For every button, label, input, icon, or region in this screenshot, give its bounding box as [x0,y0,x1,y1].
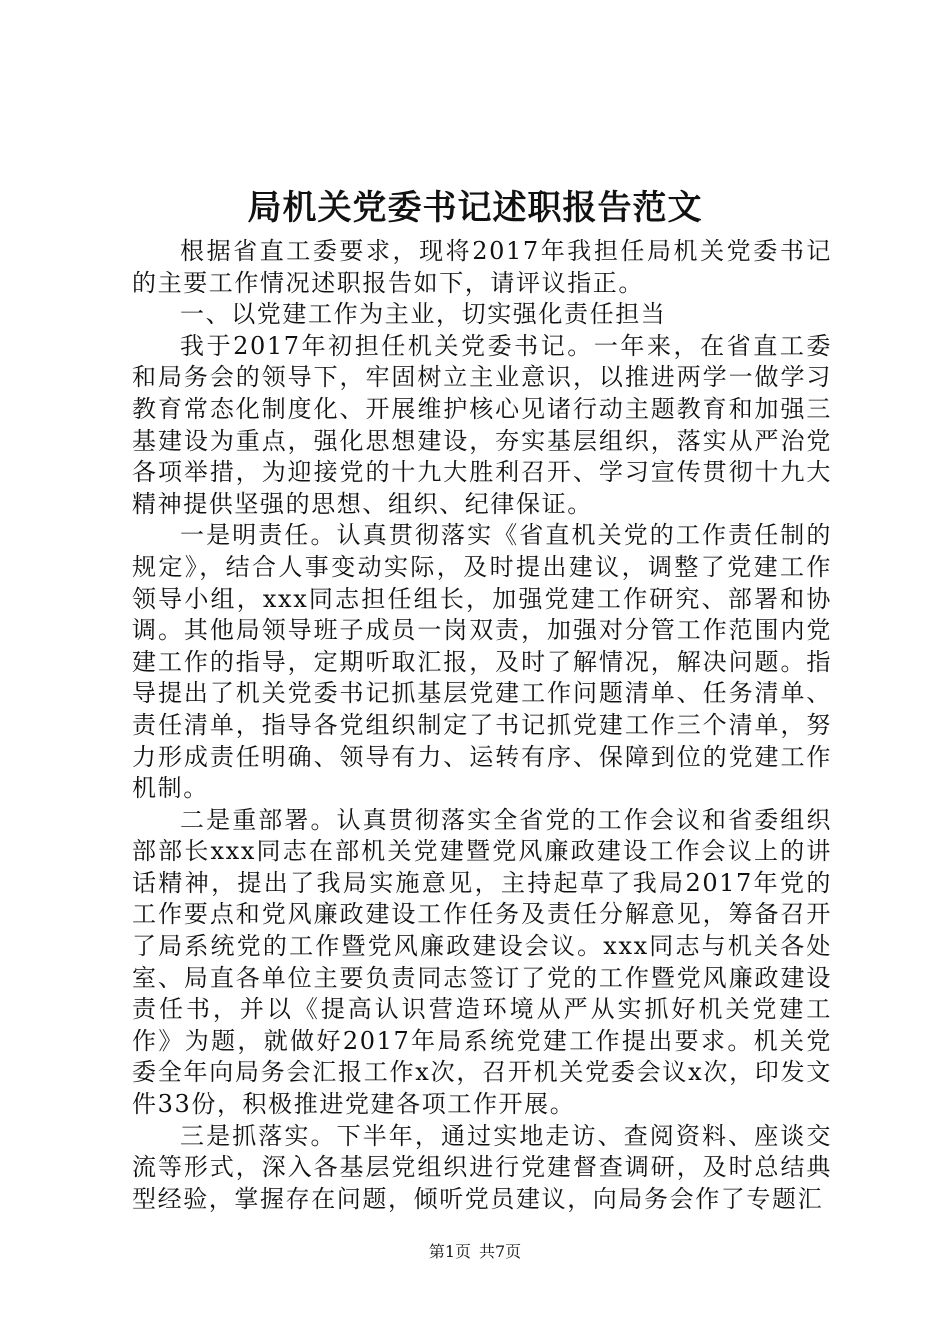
page-number-total: 共7页 [479,1242,522,1261]
page-number-current: 第1页 [428,1242,471,1261]
document-title: 局机关党委书记述职报告范文 [247,188,703,228]
body-paragraph: 二是重部署。认真贯彻落实全省党的工作会议和省委组织部部长xxx同志在部机关党建暨党风廉政建设工作会议上的讲话精神，提出了我局实施意见，主持起草了我局2017年党的工作要点和党风廉政建设工作任务及责任分解意见，筹备召开了局系统党的工作暨党风廉政建设会议。xxx同志与机关各处室、局直各单位主要负责同志签订了党的工作暨党风廉政建设责任书，并以《提高认识营造环境从严从实抓好机关党建工作》为题，就做好2017年局系统党建工作提出要求。机关党委全年向局务会汇报工作x次，召开机关党委会议x次，印发文件33份，积极推进党建各项工作开展。 [132,805,832,1119]
body-paragraph: 三是抓落实。下半年，通过实地走访、查阅资料、座谈交流等形式，深入各基层党组织进行党建督查调研，及时总结典型经验，掌握存在问题，倾听党员建议，向局务会作了专题汇 [132,1121,832,1213]
section-heading: 一、以党建工作为主业，切实强化责任担当 [180,300,667,329]
body-paragraph: 我于2017年初担任机关党委书记。一年来，在省直工委和局务会的领导下，牢固树立主业意识，以推进两学一做学习教育常态化制度化、开展维护核心见诸行动主题教育和加强三基建设为重点，强化思想建设，夯实基层组织，落实从严治党各项举措，为迎接党的十九大胜利召开、学习宣传贯彻十九大精神提供坚强的思想、组织、纪律保证。 [132,331,832,518]
body-paragraph: 根据省直工委要求，现将2017年我担任局机关党委书记的主要工作情况述职报告如下，请评议指正。 [132,237,832,297]
page-footer [0,1241,950,1263]
body-paragraph: 一是明责任。认真贯彻落实《省直机关党的工作责任制的规定》，结合人事变动实际，及时提出建议，调整了党建工作领导小组，xxx同志担任组长，加强党建工作研究、部署和协调。其他局领导班子成员一岗双责，加强对分管工作范围内党建工作的指导，定期听取汇报，及时了解情况，解决问题。指导提出了机关党委书记抓基层党建工作问题清单、任务清单、责任清单，指导各党组织制定了书记抓党建工作三个清单，努力形成责任明确、领导有力、运转有序、保障到位的党建工作机制。 [132,521,832,803]
document-body [132,236,832,1215]
